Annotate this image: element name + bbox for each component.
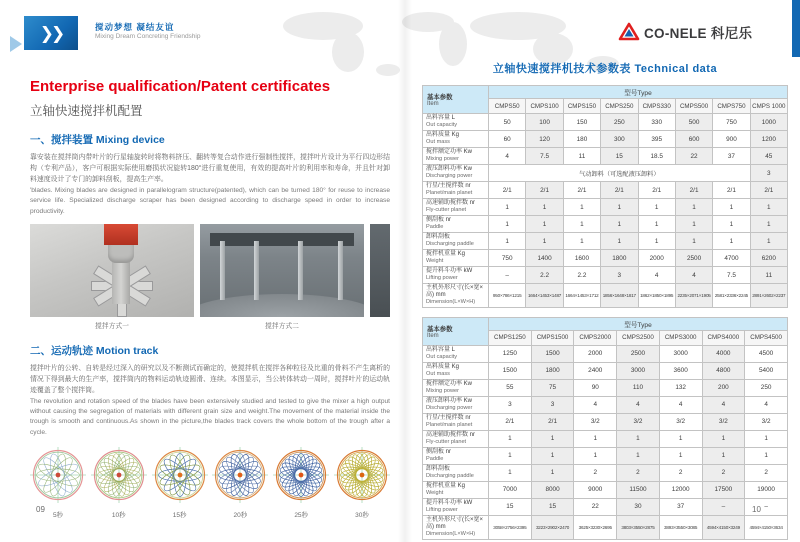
spec-cell: 2.2 xyxy=(526,267,563,284)
table-row xyxy=(423,481,788,498)
slogan-en: Mixing Dream Concreting Friendship xyxy=(95,32,201,40)
spec-cell: 2/1 xyxy=(563,182,600,199)
row-label: 卸料刮板 Discharging paddle xyxy=(423,233,489,250)
section-heading-motion-track: 二、运动轨迹 Motion track xyxy=(30,344,159,357)
spec-cell: 3/2 xyxy=(617,413,660,430)
row-label: 行星/主搅拌数 nr Planet/main planet xyxy=(423,413,489,430)
spec-table-large-models xyxy=(422,317,788,540)
spec-cell: 4 xyxy=(617,396,660,413)
table-row xyxy=(423,182,788,199)
spec-cell: 1 xyxy=(638,199,675,216)
spec-cell: 1800 xyxy=(601,250,638,267)
spec-cell: 1600 xyxy=(563,250,600,267)
spec-cell: 1 xyxy=(675,233,712,250)
table-row xyxy=(423,413,788,430)
spec-cell: 37 xyxy=(659,498,702,515)
spec-cell: 3 xyxy=(750,165,787,182)
spec-cell: 4700 xyxy=(713,250,750,267)
spec-cell: 2/1 xyxy=(675,182,712,199)
spec-cell: 600 xyxy=(675,131,712,148)
spec-cell: 7000 xyxy=(489,481,532,498)
spec-cell: 7.5 xyxy=(713,267,750,284)
spec-cell: 1 xyxy=(713,216,750,233)
spec-cell: 30 xyxy=(617,498,660,515)
row-label: 出料质量 Kg Out mass xyxy=(423,131,489,148)
spec-cell: 3 xyxy=(489,396,532,413)
row-label: 卸料刮板 Discharging paddle xyxy=(423,464,489,481)
row-label: 出料容量 L Out capacity xyxy=(423,114,489,131)
company-flag-logo xyxy=(10,16,82,52)
table-row xyxy=(423,284,788,308)
rosette-track-icon xyxy=(273,447,329,503)
motion-track-figure xyxy=(334,447,390,519)
spec-cell: 950×786×1215 xyxy=(489,284,526,308)
spec-cell: – xyxy=(745,498,788,515)
page-edge-accent xyxy=(792,0,800,57)
page-number-right: 10 xyxy=(752,505,761,514)
spec-cell: 2235×2071×1905 xyxy=(675,284,712,308)
track-time-label: 15秒 xyxy=(172,511,187,519)
model-header: CMPS2500 xyxy=(617,330,660,345)
row-label: 搅拌机重量 Kg Weight xyxy=(423,250,489,267)
photo-captions xyxy=(30,320,390,330)
spec-cell: 18.5 xyxy=(638,148,675,165)
spec-cell: 1 xyxy=(489,430,532,447)
spec-cell: 250 xyxy=(601,114,638,131)
spec-cell: 1 xyxy=(702,447,745,464)
model-header: CMPS 1000 xyxy=(750,99,787,114)
spec-cell: 110 xyxy=(617,379,660,396)
spec-cell: 2 xyxy=(617,464,660,481)
track-time-label: 10秒 xyxy=(111,511,126,519)
spec-cell: 50 xyxy=(489,114,526,131)
spec-cell: 100 xyxy=(526,114,563,131)
spec-cell: 3803×3550×2875 xyxy=(617,515,660,539)
spec-cell: 1 xyxy=(489,233,526,250)
spec-cell: 2/1 xyxy=(713,182,750,199)
paragraph-en: The revolution and rotation speed of the blades have been extensively studied and tested to give the mixer a high output without causing the segregation of materials with different grain size and weight.The movement of the material inside the trough is smooth and continuous.As shown in the picture,the blades track covers the whole bottom of the trough after a cycle. xyxy=(30,397,390,436)
spec-cell: 1 xyxy=(702,430,745,447)
technical-spec-table xyxy=(422,317,788,540)
photo-mixing-method-2 xyxy=(200,224,364,317)
spec-cell: 1 xyxy=(574,430,617,447)
spec-cell: 2500 xyxy=(675,250,712,267)
page-title: Enterprise qualification/Patent certificates xyxy=(30,78,331,95)
spec-cell: 1 xyxy=(531,430,574,447)
header-slogan xyxy=(95,22,201,41)
spec-cell: 5400 xyxy=(745,362,788,379)
spec-cell: 15 xyxy=(601,148,638,165)
spec-cell: 180 xyxy=(563,131,600,148)
spec-cell: 1862×1850×1895 xyxy=(638,284,675,308)
row-label: 高速辅助搅拌数 nr Fly-cutter planet xyxy=(423,430,489,447)
table-row xyxy=(423,396,788,413)
spec-cell: 1500 xyxy=(489,362,532,379)
page-number-left: 09 xyxy=(36,505,45,514)
spec-cell: 1000 xyxy=(750,114,787,131)
conele-logo-text: CO-NELE 科尼乐 xyxy=(644,26,753,41)
spec-cell: 330 xyxy=(638,114,675,131)
spec-cell: 6200 xyxy=(750,250,787,267)
row-label: 搅拌机重量 Kg Weight xyxy=(423,481,489,498)
spec-cell: 1 xyxy=(489,216,526,233)
table-row xyxy=(423,267,788,284)
caption-method-1: 搅拌方式一 xyxy=(95,322,129,330)
row-label: 搅拌额定功率 Kw Mixing power xyxy=(423,148,489,165)
row-label: 液压卸料功率 Kw Discharging power xyxy=(423,396,489,413)
spec-cell: 4 xyxy=(745,396,788,413)
type-header: 型号Type xyxy=(489,86,788,99)
spec-cell: 1 xyxy=(750,233,787,250)
spec-cell: 37 xyxy=(713,148,750,165)
paragraph-cn: 靠安装在搅拌筒内带叶片的行星轴旋转时将物料挤压、翻转等复合动作进行强制性搅拌，搅拌叶片设计为平行四边形结构（专利产品），客户可根据实际使用磨损状况旋转180°进行重复使用，有效的提高叶片的利用率和寿命，并且针对卸料速度设计了专门的卸料刮板，提高生产率。 xyxy=(30,154,390,184)
spec-cell: 1 xyxy=(713,233,750,250)
model-header: CMPS100 xyxy=(526,99,563,114)
spec-cell: 9000 xyxy=(574,481,617,498)
spec-cell: 1 xyxy=(601,199,638,216)
spec-cell: 4594×4150×3634 xyxy=(745,515,788,539)
spec-cell: 1 xyxy=(489,447,532,464)
model-header: CMPS500 xyxy=(675,99,712,114)
spec-cell: 11 xyxy=(750,267,787,284)
spec-cell: 55 xyxy=(489,379,532,396)
spec-cell: 1 xyxy=(713,199,750,216)
spec-cell: 4 xyxy=(489,148,526,165)
spec-cell: 22 xyxy=(574,498,617,515)
spec-cell: 7.5 xyxy=(526,148,563,165)
spec-cell: 1500 xyxy=(531,345,574,362)
spec-cell: – xyxy=(489,267,526,284)
spec-cell: 1400 xyxy=(526,250,563,267)
row-label: 搅拌额定功率 Kw Mixing power xyxy=(423,379,489,396)
rosette-track-icon xyxy=(212,447,268,503)
spec-cell: 1 xyxy=(601,216,638,233)
motion-track-figure xyxy=(212,447,268,519)
table-row xyxy=(423,250,788,267)
row-label: 主机外形尺寸(长×宽×高) mm Dimension(L×W×H) xyxy=(423,284,489,308)
row-label: 液压卸料功率 Kw Discharging power xyxy=(423,165,489,182)
spec-cell: 395 xyxy=(638,131,675,148)
spanned-note-cell: 气动卸料（可选配液压卸料） xyxy=(489,165,751,182)
spec-cell: 15 xyxy=(489,498,532,515)
paragraph-cn: 搅拌叶片的公转、自转是经过深入的研究以及不断测试而确定的，使搅拌机在搅拌各种粒径及比重的骨料不产生离析的情况下得到最大的生产率，搅拌筒内的物料运动轨迹圆滑、连续。本图显示，当公转体转动一周时，搅拌叶片的运动轨迹覆盖了整个搅拌筒。 xyxy=(30,364,390,394)
right-page xyxy=(422,60,788,540)
flag-chevrons-icon: ❯❯ xyxy=(24,16,78,50)
spec-cell: 4 xyxy=(675,267,712,284)
spec-cell: 2/1 xyxy=(638,182,675,199)
spec-cell: 1 xyxy=(526,216,563,233)
spec-cell: 1 xyxy=(489,199,526,216)
spec-cell: 1200 xyxy=(750,131,787,148)
track-time-label: 30秒 xyxy=(355,511,369,519)
spec-cell: 1 xyxy=(526,199,563,216)
spec-cell: 1 xyxy=(563,199,600,216)
model-header: CMPS1500 xyxy=(531,330,574,345)
table-row xyxy=(423,515,788,539)
table-row xyxy=(423,464,788,481)
spec-cell: 1856×1648×1817 xyxy=(601,284,638,308)
spec-cell: 3000 xyxy=(617,362,660,379)
technical-spec-table xyxy=(422,85,788,308)
caption-method-2: 搅拌方式二 xyxy=(265,322,299,330)
spec-cell: – xyxy=(702,498,745,515)
row-label: 高速辅助搅拌数 nr Fly-cutter planet xyxy=(423,199,489,216)
spec-table-small-models xyxy=(422,85,788,308)
mixing-device-paragraph xyxy=(30,152,390,217)
spec-cell: 2581×2336×2245 xyxy=(713,284,750,308)
spec-cell: 1250 xyxy=(489,345,532,362)
left-page xyxy=(30,78,390,519)
spec-cell: 1 xyxy=(563,233,600,250)
paragraph-en: 'blades. Mixing blades are designed in parallelogram structure(patented), which can be turned 180° for reuse to increase service life. Specialized discharge scraper has been designed according to discharge speed in order to increase productivity. xyxy=(30,187,390,215)
photo-cropped-edge xyxy=(370,224,390,317)
spec-cell: 1 xyxy=(675,199,712,216)
spec-cell: 3/2 xyxy=(702,413,745,430)
spec-cell: 1 xyxy=(601,233,638,250)
motion-track-figure xyxy=(273,447,329,519)
model-header: CMPS50 xyxy=(489,99,526,114)
model-header: CMPS330 xyxy=(638,99,675,114)
spec-cell: 1 xyxy=(574,447,617,464)
spec-cell: 2.2 xyxy=(563,267,600,284)
rosette-track-icon xyxy=(334,447,390,503)
model-header: CMPS250 xyxy=(601,99,638,114)
spec-cell: 12000 xyxy=(659,481,702,498)
spec-cell: 1800 xyxy=(531,362,574,379)
motion-track-paragraph xyxy=(30,363,390,438)
section-heading-mixing-device: 一、搅拌装置 Mixing device xyxy=(30,134,165,146)
table-row xyxy=(423,345,788,362)
spec-cell: 2400 xyxy=(574,362,617,379)
spec-cell: 4800 xyxy=(702,362,745,379)
table-row xyxy=(423,233,788,250)
model-header: CMPS3000 xyxy=(659,330,702,345)
spec-cell: 2/1 xyxy=(601,182,638,199)
table-row xyxy=(423,498,788,515)
rosette-track-icon xyxy=(152,447,208,503)
spec-cell: 3/2 xyxy=(574,413,617,430)
spec-cell: 1 xyxy=(489,464,532,481)
spec-cell: 1 xyxy=(659,447,702,464)
spec-cell: 3 xyxy=(601,267,638,284)
spec-cell: 1 xyxy=(750,199,787,216)
spec-cell: 3893×3550×3085 xyxy=(659,515,702,539)
row-label: 出料容量 L Out capacity xyxy=(423,345,489,362)
spec-cell: 4500 xyxy=(745,345,788,362)
rosette-track-icon xyxy=(30,447,86,503)
model-header: CMPS2000 xyxy=(574,330,617,345)
spec-cell: 60 xyxy=(489,131,526,148)
table-row xyxy=(423,379,788,396)
spec-cell: 2 xyxy=(702,464,745,481)
spec-cell: 3600 xyxy=(659,362,702,379)
track-time-label: 5秒 xyxy=(52,511,64,519)
spec-cell: 2000 xyxy=(638,250,675,267)
spec-cell: 200 xyxy=(702,379,745,396)
spec-cell: 1 xyxy=(526,233,563,250)
spec-cell: 1 xyxy=(563,216,600,233)
spec-cell: 3/2 xyxy=(659,413,702,430)
type-header: 型号Type xyxy=(489,317,788,330)
row-label: 提升料斗功率 kW Lifting power xyxy=(423,267,489,284)
spec-cell: 3625×3230×2695 xyxy=(574,515,617,539)
row-label: 主机外形尺寸(长×宽×高) mm Dimension(L×W×H) xyxy=(423,515,489,539)
spec-cell: 132 xyxy=(659,379,702,396)
spec-cell: 2891×2602×2237 xyxy=(750,284,787,308)
page-subtitle: 立轴快速搅拌机配置 xyxy=(30,104,143,118)
spec-cell: 2/1 xyxy=(526,182,563,199)
motion-track-figure xyxy=(152,447,208,519)
table-row xyxy=(423,447,788,464)
spec-cell: 90 xyxy=(574,379,617,396)
table-row xyxy=(423,199,788,216)
spec-cell: 1 xyxy=(531,464,574,481)
spec-cell: 2/1 xyxy=(750,182,787,199)
model-header: CMPS750 xyxy=(713,99,750,114)
row-label: 提升料斗功率 kW Lifting power xyxy=(423,498,489,515)
track-time-label: 25秒 xyxy=(294,511,309,519)
spec-cell: 4594×4150×3249 xyxy=(702,515,745,539)
model-header: CMPS4000 xyxy=(702,330,745,345)
flag-chevron-accent xyxy=(10,36,22,52)
spec-cell: 75 xyxy=(531,379,574,396)
row-label: 侧刮板 nr Paddle xyxy=(423,447,489,464)
spec-cell: 3000 xyxy=(659,345,702,362)
mixing-photos xyxy=(30,224,390,317)
model-header: CMPS1250 xyxy=(489,330,532,345)
spec-cell: 1 xyxy=(745,447,788,464)
table-row xyxy=(423,216,788,233)
technical-data-title: 立轴快速搅拌机技术参数表 Technical data xyxy=(492,63,718,75)
spec-cell: 4000 xyxy=(702,345,745,362)
spec-cell: 15 xyxy=(531,498,574,515)
spec-cell: 4 xyxy=(659,396,702,413)
spec-cell: 19000 xyxy=(745,481,788,498)
spec-cell: 1664×1453×1487 xyxy=(526,284,563,308)
model-header: CMPS150 xyxy=(563,99,600,114)
spec-cell: 4 xyxy=(702,396,745,413)
rosette-track-icon xyxy=(91,447,147,503)
spec-cell: 2000 xyxy=(574,345,617,362)
spec-cell: 750 xyxy=(489,250,526,267)
spec-cell: 1 xyxy=(638,216,675,233)
spec-cell: 3058×2756×2395 xyxy=(489,515,532,539)
spec-cell: 11 xyxy=(563,148,600,165)
table-row xyxy=(423,131,788,148)
spec-cell: 45 xyxy=(750,148,787,165)
item-column-header: 基本参数 Item xyxy=(423,317,489,345)
spec-cell: 3/2 xyxy=(745,413,788,430)
spec-cell: 1 xyxy=(617,447,660,464)
spec-cell: 1 xyxy=(659,430,702,447)
spec-cell: 2 xyxy=(659,464,702,481)
table-row xyxy=(423,362,788,379)
motion-track-figure xyxy=(91,447,147,519)
spec-cell: 8000 xyxy=(531,481,574,498)
spec-cell: 4 xyxy=(574,396,617,413)
spec-cell: 150 xyxy=(563,114,600,131)
photo-mixing-method-1 xyxy=(30,224,194,317)
spec-cell: 2/1 xyxy=(489,182,526,199)
spec-cell: 22 xyxy=(675,148,712,165)
row-label: 行星/主搅拌数 nr Planet/main planet xyxy=(423,182,489,199)
track-time-label: 20秒 xyxy=(233,511,248,519)
spread-gutter xyxy=(398,0,412,542)
item-column-header: 基本参数 Item xyxy=(423,86,489,114)
spec-cell: 1 xyxy=(675,216,712,233)
motion-tracks xyxy=(30,447,390,519)
spec-cell: 17500 xyxy=(702,481,745,498)
spec-cell: 2 xyxy=(574,464,617,481)
red-motor xyxy=(104,224,138,245)
spec-cell: 1 xyxy=(745,430,788,447)
spec-cell: 3223×2902×2470 xyxy=(531,515,574,539)
spec-cell: 2 xyxy=(745,464,788,481)
spec-cell: 2/1 xyxy=(489,413,532,430)
conele-triangle-icon xyxy=(618,22,640,42)
spec-cell: 1 xyxy=(638,233,675,250)
spec-cell: 300 xyxy=(601,131,638,148)
spec-cell: 750 xyxy=(713,114,750,131)
model-header: CMPS4500 xyxy=(745,330,788,345)
spec-cell: 1 xyxy=(617,430,660,447)
spec-cell: 120 xyxy=(526,131,563,148)
spec-cell: 250 xyxy=(745,379,788,396)
table-row xyxy=(423,114,788,131)
spec-cell: 1 xyxy=(750,216,787,233)
spec-cell: 1664×1453×1712 xyxy=(563,284,600,308)
spec-cell: 900 xyxy=(713,131,750,148)
table-row xyxy=(423,148,788,165)
slogan-cn: 搅动梦想 凝结友谊 xyxy=(95,22,175,32)
spec-cell: 2500 xyxy=(617,345,660,362)
spec-cell: 1 xyxy=(531,447,574,464)
spec-cell: 3 xyxy=(531,396,574,413)
table-row xyxy=(423,165,788,182)
spec-cell: 500 xyxy=(675,114,712,131)
conele-logo xyxy=(618,22,752,42)
table-row xyxy=(423,430,788,447)
row-label: 出料质量 Kg Out mass xyxy=(423,362,489,379)
spec-cell: 11500 xyxy=(617,481,660,498)
spec-cell: 2/1 xyxy=(531,413,574,430)
spec-cell: 4 xyxy=(638,267,675,284)
row-label: 侧刮板 nr Paddle xyxy=(423,216,489,233)
